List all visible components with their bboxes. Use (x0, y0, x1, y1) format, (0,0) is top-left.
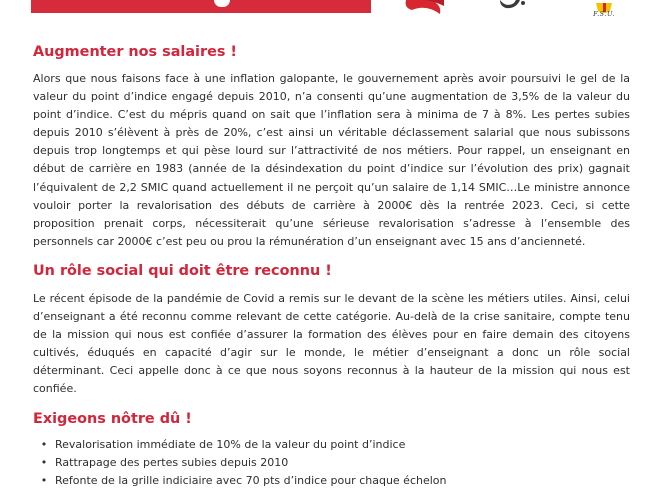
banner-logo-fragment (214, 0, 230, 7)
fsu-logo (586, 0, 622, 22)
section-body-salaires: Alors que nous faisons face à une inflation galopante, le gouvernement après avoir poursuivi le gel de la valeur du point d’indice engagé depuis 2010, n’a consenti qu’une augmentation de 3,5% de la valeur du point d’indice. C’est du mépris quand on sait que l’inflation sera à minima de 7 à 8%. Les pertes subies depuis 2010 s’élèvent à près de 20%, c’est ainsi un véritable déclassement salarial que nous subissons depuis trop longtemps et qui pèse lourd sur l’attractivité de nos métiers. Pour rappel, un enseignant en début de carrière en 1983 (année de la désindexation du point d’indice sur l’évolution des prix) gagnait l’équivalent de 2,2 SMIC quand actuellement il ne perçoit qu’un salaire de 1,14 SMIC…Le ministre annonce vouloir porter la revalorisation des débuts de carrière à 2000€ dès la rentrée 2023. Ceci, si cette proposition prenait corps, nécessiterait qu’une sérieuse revalorisation s’adresse à l’ensemble des personnels car 2000€ c’est peu ou prou la rémunération d’un enseignant avec 15 ans d’ancienneté. (33, 70, 630, 251)
bullet-icon: • (39, 454, 49, 472)
section-title-salaires: Augmenter nos salaires ! (33, 42, 630, 62)
list-item: • Revalorisation immédiate de 10% de la valeur du point d’indice (33, 436, 630, 454)
fsu-label: F.S.U. (586, 10, 622, 18)
section-body-role-social: Le récent épisode de la pandémie de Covid a remis sur le devant de la scène les métiers utiles. Ainsi, celui d’enseignant a été reconnu comme relevant de cette catégorie. Au-delà de la crise sanitaire, compte tenu de la mission qui nous est confiée d’assurer la formation des élèves pour en faire demain des citoyens cultivés, éduqués en capacité d’agir sur le monde, le métier d’enseignant a donc un rôle social déterminant. Ceci appelle donc à ce que nous soyons reconnus à la hauteur de la mission qui nous est confiée. (33, 290, 630, 399)
list-item: • Rattrapage des pertes subies depuis 2010 (33, 454, 630, 472)
header-banner (31, 0, 371, 13)
bullet-icon: • (39, 472, 49, 490)
section-title-role-social: Un rôle social qui doit être reconnu ! (33, 261, 630, 281)
demands-list (33, 436, 630, 490)
red-swirl-logo (404, 0, 444, 14)
section-title-exigeons: Exigeons nôtre dû ! (33, 409, 630, 429)
main-content (33, 42, 630, 490)
list-item: • Refonte de la grille indiciaire avec 70 pts d’indice pour chaque échelon (33, 472, 630, 490)
bullet-icon: • (39, 436, 49, 454)
union-logo (496, 0, 526, 10)
